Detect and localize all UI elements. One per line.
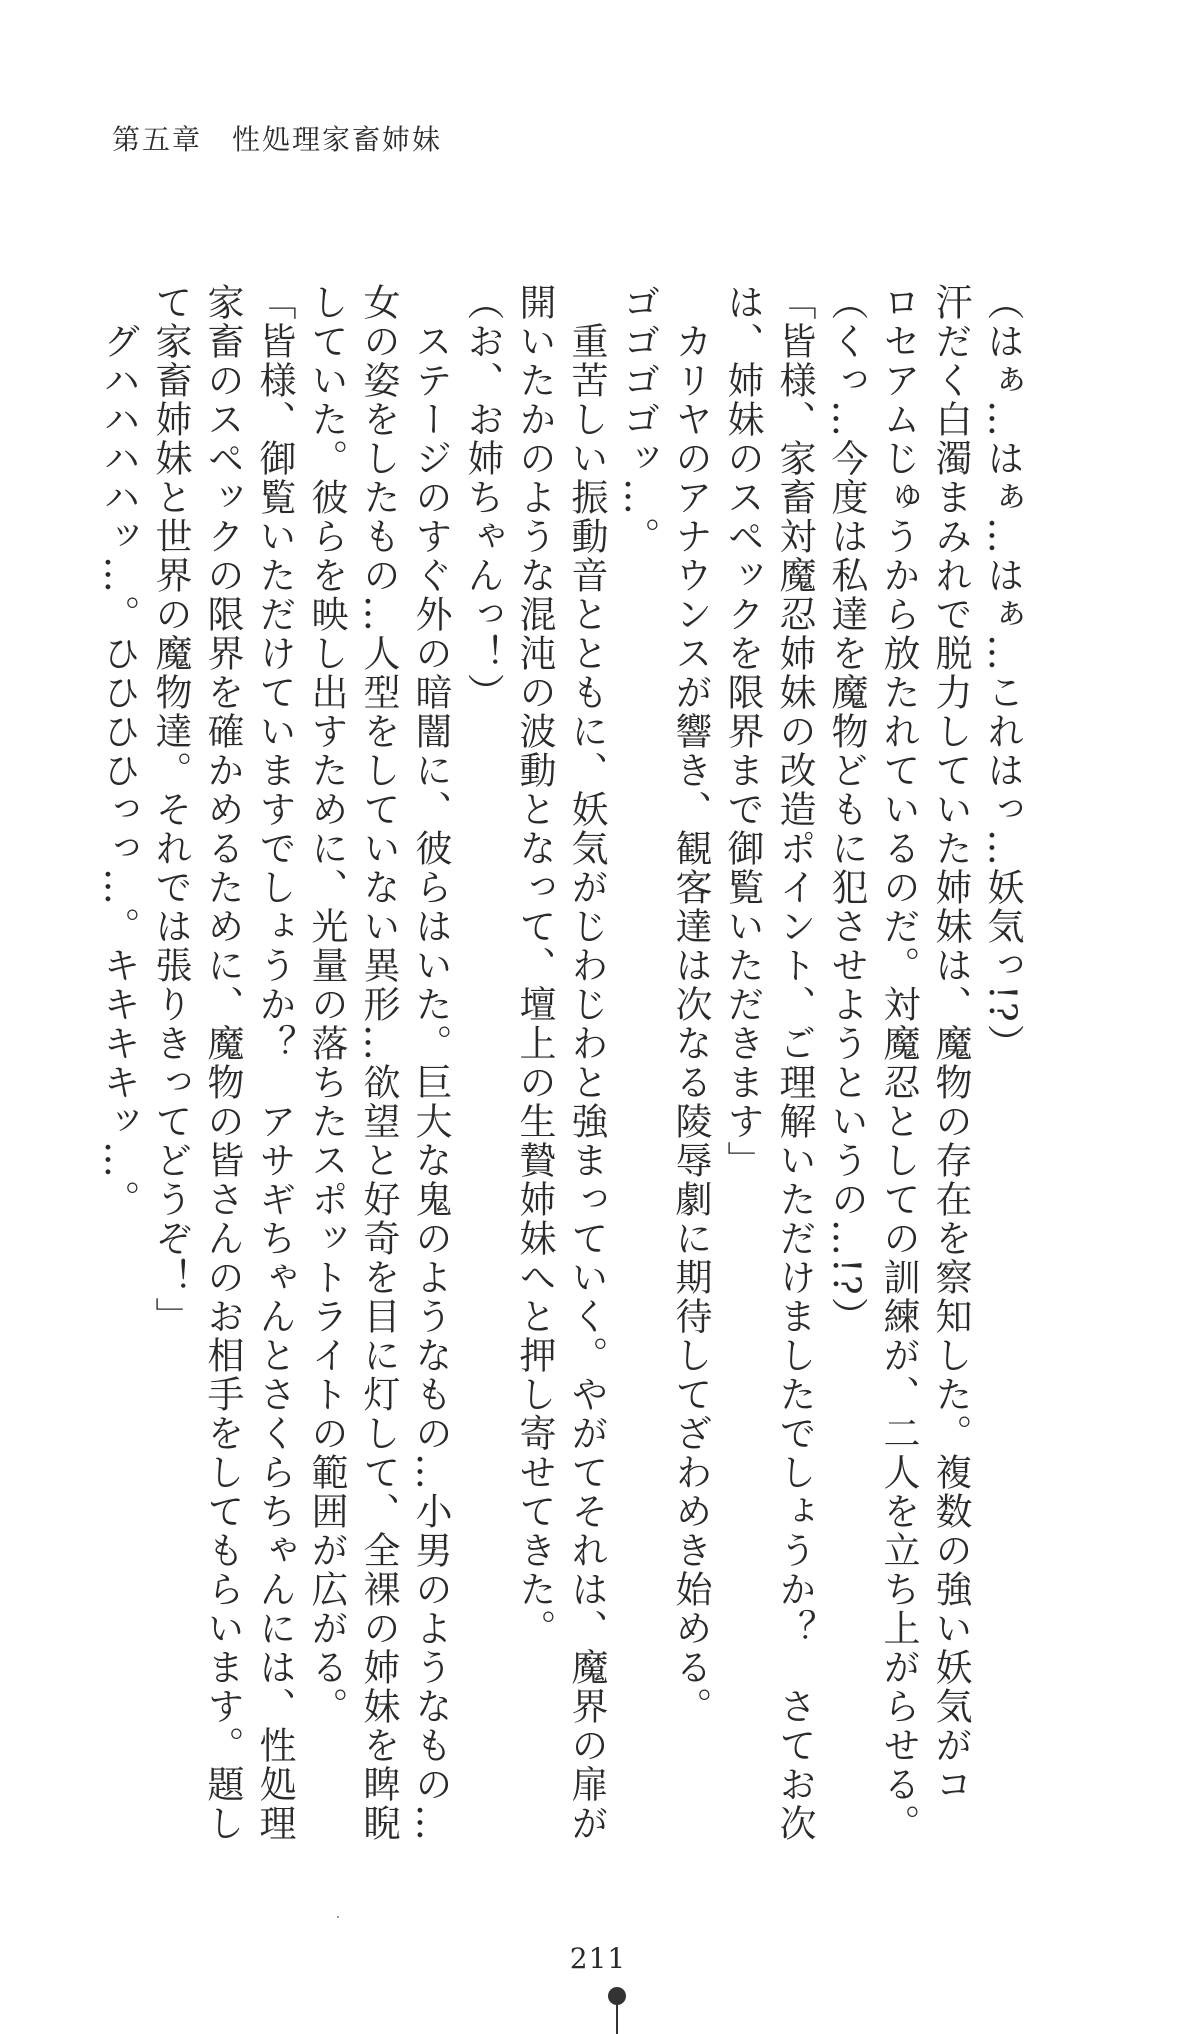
chapter-title: 第五章 性処理家畜姉妹 bbox=[112, 123, 443, 156]
text-line: て家畜姉妹と世界の魔物達。それでは張りきってどうぞ！」 bbox=[149, 283, 192, 1336]
text-line: 「皆様、家畜対魔忍姉妹の改造ポイント、ご理解いただけましたでしょうか？ さてお次 bbox=[773, 283, 816, 1843]
text-line: 女の姿をしたもの…人型をしていない異形…欲望と好奇を目に灯して、全裸の姉妹を睥睨 bbox=[357, 283, 400, 1843]
text-line: 重苦しい振動音とともに、妖気がじわじわと強まっていく。やがてそれは、魔界の扉が bbox=[565, 283, 608, 1843]
text-line: 汗だく白濁まみれで脱力していた姉妹は、魔物の存在を察知した。複数の強い妖気がコ bbox=[929, 283, 972, 1804]
text-line: ステージのすぐ外の暗闇に、彼らはいた。巨大な鬼のようなもの…小男のようなもの… bbox=[409, 283, 452, 1843]
text-line: ゴゴゴゴッ…。 bbox=[617, 283, 660, 556]
text-line: （はぁ…はぁ…はぁ…これはっ…妖気っ!?） bbox=[981, 283, 1024, 1063]
text-line: 開いたかのような混沌の波動となって、壇上の生贄姉妹へと押し寄せてきた。 bbox=[513, 283, 556, 1648]
text-line: 「皆様、御覧いただけていますでしょうか？ アサギちゃんとさくらちゃんには、性処理 bbox=[253, 283, 296, 1843]
text-line: は、姉妹のスペックを限界まで御覧いただきます」 bbox=[721, 283, 764, 1180]
text-line: グハハハハッ…。ひひひひっっ…。キキキキッ…。 bbox=[97, 283, 140, 1219]
print-dot bbox=[337, 1916, 339, 1918]
page-number: 211 bbox=[569, 1942, 627, 1975]
text-line: していた。彼らを映し出すために、光量の落ちたスポットライトの範囲が広がる。 bbox=[305, 283, 348, 1726]
text-line: 家畜のスペックの限界を確かめるために、魔物の皆さんのお相手をしてもらいます。題し bbox=[201, 283, 244, 1843]
text-line: （くっ…今度は私達を魔物どもに犯させようというの…!?） bbox=[825, 283, 868, 1336]
text-line: ロセアムじゅうから放たれているのだ。対魔忍としての訓練が、二人を立ち上がらせる。 bbox=[877, 283, 920, 1843]
text-line: カリヤのアナウンスが響き、観客達は次なる陵辱劇に期待してざわめき始める。 bbox=[669, 283, 712, 1726]
text-line: （お、お姉ちゃんっ！） bbox=[461, 283, 504, 712]
page-marker-line bbox=[616, 2003, 618, 2034]
body-text bbox=[92, 283, 1028, 1843]
